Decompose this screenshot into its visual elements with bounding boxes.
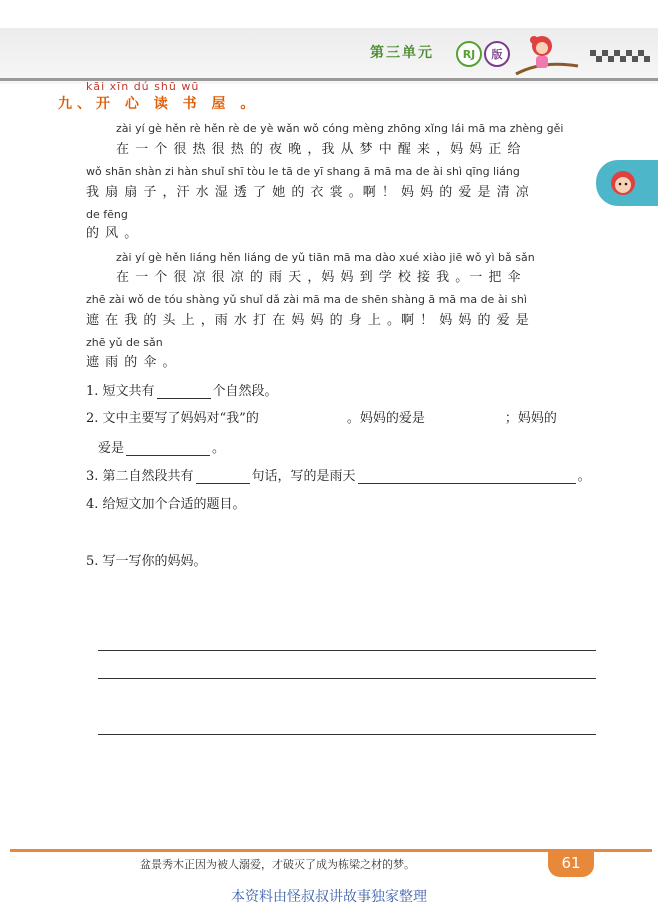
section-pinyin: kāi xīn dú shū wū bbox=[86, 80, 200, 93]
question-2-middle: 。妈妈的爱是 bbox=[346, 411, 425, 426]
question-4 bbox=[86, 493, 246, 512]
writing-line-1[interactable] bbox=[98, 650, 596, 651]
passage-p1-line2-pinyin: wǒ shān shàn zi hàn shuǐ shī tòu le tā de yī shang ā mā ma de ài shì qīng liáng bbox=[86, 165, 520, 178]
passage-p2-line2-pinyin: zhē zài wǒ de tóu shàng yǔ shuǐ dǎ zài mā ma de shēn shàng ā mā ma de ài shì bbox=[86, 293, 527, 306]
passage-p1-line2-text: 我 扇 扇 子 ，汗 水 湿 透 了 她 的 衣 裳 。啊 ！ 妈 妈 的 爱 是 清 凉 bbox=[86, 185, 530, 200]
question-2b-prompt: 爱是 bbox=[98, 441, 125, 456]
question-2-blank-1[interactable] bbox=[259, 412, 347, 426]
checker-pattern-icon bbox=[590, 46, 650, 66]
question-5-prompt: 5. 写一写你的妈妈。 bbox=[86, 554, 207, 569]
question-2b-suffix: 。 bbox=[212, 441, 226, 456]
passage-p2-line2-text: 遮 在 我 的 头 上 ，雨 水 打 在 妈 妈 的 身 上 。啊 ！ 妈 妈 的 爱 是 bbox=[86, 313, 530, 328]
question-2-blank-3[interactable] bbox=[126, 441, 210, 456]
passage-p1-line3-text: 的 风 。 bbox=[86, 226, 139, 241]
question-2-prompt: 2. 文中主要写了妈妈对“我”的 bbox=[86, 411, 259, 426]
question-3-middle: 句话，写的是雨天 bbox=[251, 469, 356, 484]
question-2-continued bbox=[98, 437, 225, 456]
question-1 bbox=[86, 380, 278, 399]
writing-line-3[interactable] bbox=[98, 734, 596, 735]
passage-p2-line3-pinyin: zhē yǔ de sǎn bbox=[86, 336, 163, 349]
question-2 bbox=[86, 407, 557, 426]
passage-p1-line3-pinyin: de fēng bbox=[86, 208, 128, 221]
section-title: 九、开 心 读 书 屋 。 bbox=[58, 96, 260, 112]
credit-text: 本资料由怪叔叔讲故事独家整理 bbox=[231, 889, 427, 905]
question-5 bbox=[86, 550, 207, 569]
edition-badge: 版 bbox=[484, 41, 510, 67]
passage-p1-line1-text: 在 一 个 很 热 很 热 的 夜 晚 ，我 从 梦 中 醒 来 ，妈 妈 正 给 bbox=[116, 142, 522, 157]
question-4-prompt: 4. 给短文加个合适的题目。 bbox=[86, 497, 246, 512]
passage-p2-line1-text: 在 一 个 很 凉 很 凉 的 雨 天 ，妈 妈 到 学 校 接 我 。一 把 伞 bbox=[116, 270, 522, 285]
writing-line-2[interactable] bbox=[98, 678, 596, 679]
question-3-prompt: 3. 第二自然段共有 bbox=[86, 469, 194, 484]
question-3-blank-1[interactable] bbox=[196, 469, 250, 484]
page-number: 61 bbox=[548, 849, 594, 877]
rj-badge: RJ bbox=[456, 41, 482, 67]
question-3 bbox=[86, 465, 591, 484]
unit-title: 第三单元 bbox=[370, 45, 434, 61]
passage-p2-line3-text: 遮 雨 的 伞 。 bbox=[86, 355, 177, 370]
question-3-suffix: 。 bbox=[577, 469, 591, 484]
passage-p2-line1-pinyin: zài yí gè hěn liáng hěn liáng de yǔ tiān mā ma dào xué xiào jiē wǒ yì bǎ sǎn bbox=[116, 251, 535, 264]
passage-p1-line1-pinyin: zài yí gè hěn rè hěn rè de yè wǎn wǒ cóng mèng zhōng xǐng lái mā ma zhèng gěi bbox=[116, 122, 564, 135]
question-3-blank-2[interactable] bbox=[358, 469, 576, 484]
mascot-girl-icon bbox=[512, 30, 582, 80]
question-1-prompt: 1. 短文共有 bbox=[86, 384, 155, 399]
side-tab bbox=[596, 160, 658, 206]
question-1-suffix: 个自然段。 bbox=[212, 384, 278, 399]
question-1-blank[interactable] bbox=[157, 384, 211, 399]
footer-motto: 盆景秀木正因为被人溺爱，才破灭了成为栋梁之材的梦。 bbox=[140, 858, 415, 871]
mascot-face-icon bbox=[608, 168, 638, 198]
question-2-blank-2[interactable] bbox=[425, 412, 505, 426]
question-2-suffix: ；妈妈的 bbox=[504, 411, 557, 426]
